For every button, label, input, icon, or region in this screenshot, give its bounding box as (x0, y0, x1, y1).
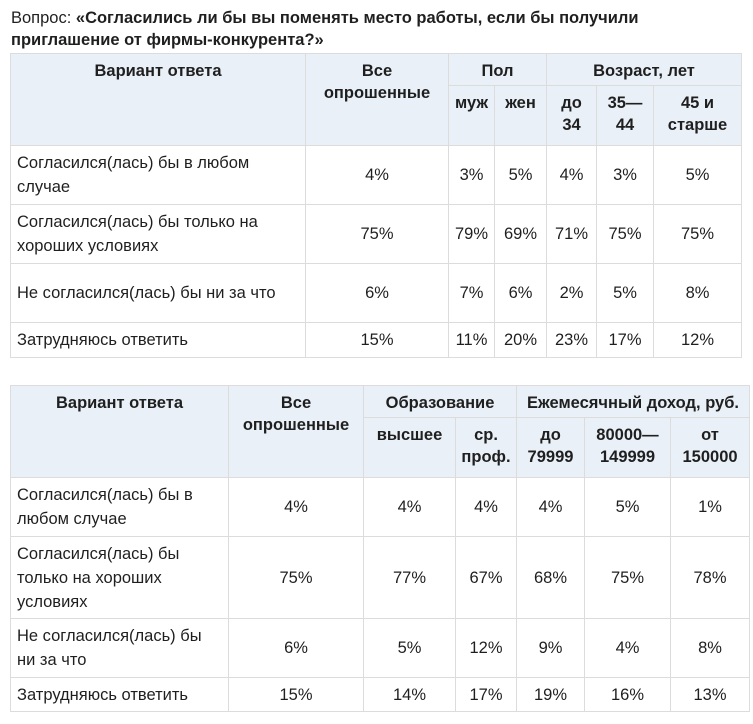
row-label: Согласился(лась) бы в любом случае (11, 478, 229, 537)
cell-age-45-plus: 5% (654, 146, 742, 205)
subheader-income-high: от 150000 (671, 418, 750, 478)
subheader-higher-education: высшее (364, 418, 456, 478)
cell-female: 5% (495, 146, 547, 205)
cell-all: 6% (229, 619, 364, 678)
cell-higher-education: 77% (364, 537, 456, 619)
header-all: Все опрошенные (306, 54, 449, 146)
question-text: «Согласились ли бы вы поменять место работы, если бы получили приглашение от фирмы-конкурента?» (11, 9, 639, 49)
cell-age-35-44: 17% (597, 323, 654, 358)
cell-age-35-44: 75% (597, 205, 654, 264)
header-all: Все опрошенные (229, 386, 364, 478)
cell-all: 6% (306, 264, 449, 323)
table-row (11, 619, 750, 678)
cell-male: 3% (449, 146, 495, 205)
cell-female: 69% (495, 205, 547, 264)
row-label: Затрудняюсь ответить (11, 678, 229, 712)
cell-age-45-plus: 8% (654, 264, 742, 323)
row-label: Затрудняюсь ответить (11, 323, 306, 358)
header-group-income: Ежемесячный доход, руб. (517, 386, 750, 418)
cell-income-high: 1% (671, 478, 750, 537)
cell-all: 4% (306, 146, 449, 205)
row-label: Согласился(лась) бы только на хороших условиях (11, 205, 306, 264)
cell-male: 79% (449, 205, 495, 264)
cell-higher-education: 5% (364, 619, 456, 678)
cell-income-mid: 5% (585, 478, 671, 537)
cell-income-mid: 4% (585, 619, 671, 678)
cell-age-45-plus: 12% (654, 323, 742, 358)
cell-all: 15% (306, 323, 449, 358)
subheader-age-45-plus: 45 и старше (654, 86, 742, 146)
subheader-income-mid: 80000—149999 (585, 418, 671, 478)
subheader-income-low: до 79999 (517, 418, 585, 478)
cell-male: 7% (449, 264, 495, 323)
question (11, 7, 746, 51)
cell-income-low: 4% (517, 478, 585, 537)
row-label: Не согласился(лась) бы ни за что (11, 264, 306, 323)
header-option: Вариант ответа (11, 386, 229, 478)
cell-female: 6% (495, 264, 547, 323)
cell-higher-education: 4% (364, 478, 456, 537)
table-row (11, 323, 742, 358)
cell-income-low: 19% (517, 678, 585, 712)
cell-income-high: 78% (671, 537, 750, 619)
cell-age-35-44: 3% (597, 146, 654, 205)
subheader-male: муж (449, 86, 495, 146)
row-label: Не согласился(лась) бы ни за что (11, 619, 229, 678)
header-group-age: Возраст, лет (547, 54, 742, 86)
row-label: Согласился(лась) бы в любом случае (11, 146, 306, 205)
table-row (11, 678, 750, 712)
cell-vocational: 67% (456, 537, 517, 619)
survey-table-education-income (10, 385, 750, 712)
cell-age-under-34: 4% (547, 146, 597, 205)
table-row (11, 537, 750, 619)
subheader-age-under-34: до 34 (547, 86, 597, 146)
cell-income-mid: 75% (585, 537, 671, 619)
cell-income-high: 13% (671, 678, 750, 712)
cell-age-35-44: 5% (597, 264, 654, 323)
cell-all: 4% (229, 478, 364, 537)
cell-male: 11% (449, 323, 495, 358)
cell-age-under-34: 23% (547, 323, 597, 358)
cell-income-low: 68% (517, 537, 585, 619)
cell-all: 75% (306, 205, 449, 264)
row-label: Согласился(лась) бы только на хороших условиях (11, 537, 229, 619)
cell-vocational: 12% (456, 619, 517, 678)
table-row (11, 264, 742, 323)
subheader-female: жен (495, 86, 547, 146)
cell-all: 75% (229, 537, 364, 619)
header-option: Вариант ответа (11, 54, 306, 146)
cell-income-high: 8% (671, 619, 750, 678)
cell-vocational: 17% (456, 678, 517, 712)
survey-table-gender-age (10, 53, 742, 358)
subheader-vocational: ср. проф. (456, 418, 517, 478)
subheader-age-35-44: 35—44 (597, 86, 654, 146)
cell-vocational: 4% (456, 478, 517, 537)
cell-income-mid: 16% (585, 678, 671, 712)
cell-age-under-34: 2% (547, 264, 597, 323)
cell-female: 20% (495, 323, 547, 358)
question-prefix: Вопрос: (11, 9, 76, 27)
cell-age-45-plus: 75% (654, 205, 742, 264)
table-row (11, 205, 742, 264)
cell-all: 15% (229, 678, 364, 712)
header-group-education: Образование (364, 386, 517, 418)
header-group-gender: Пол (449, 54, 547, 86)
cell-income-low: 9% (517, 619, 585, 678)
table-row (11, 478, 750, 537)
table-row (11, 146, 742, 205)
cell-higher-education: 14% (364, 678, 456, 712)
cell-age-under-34: 71% (547, 205, 597, 264)
